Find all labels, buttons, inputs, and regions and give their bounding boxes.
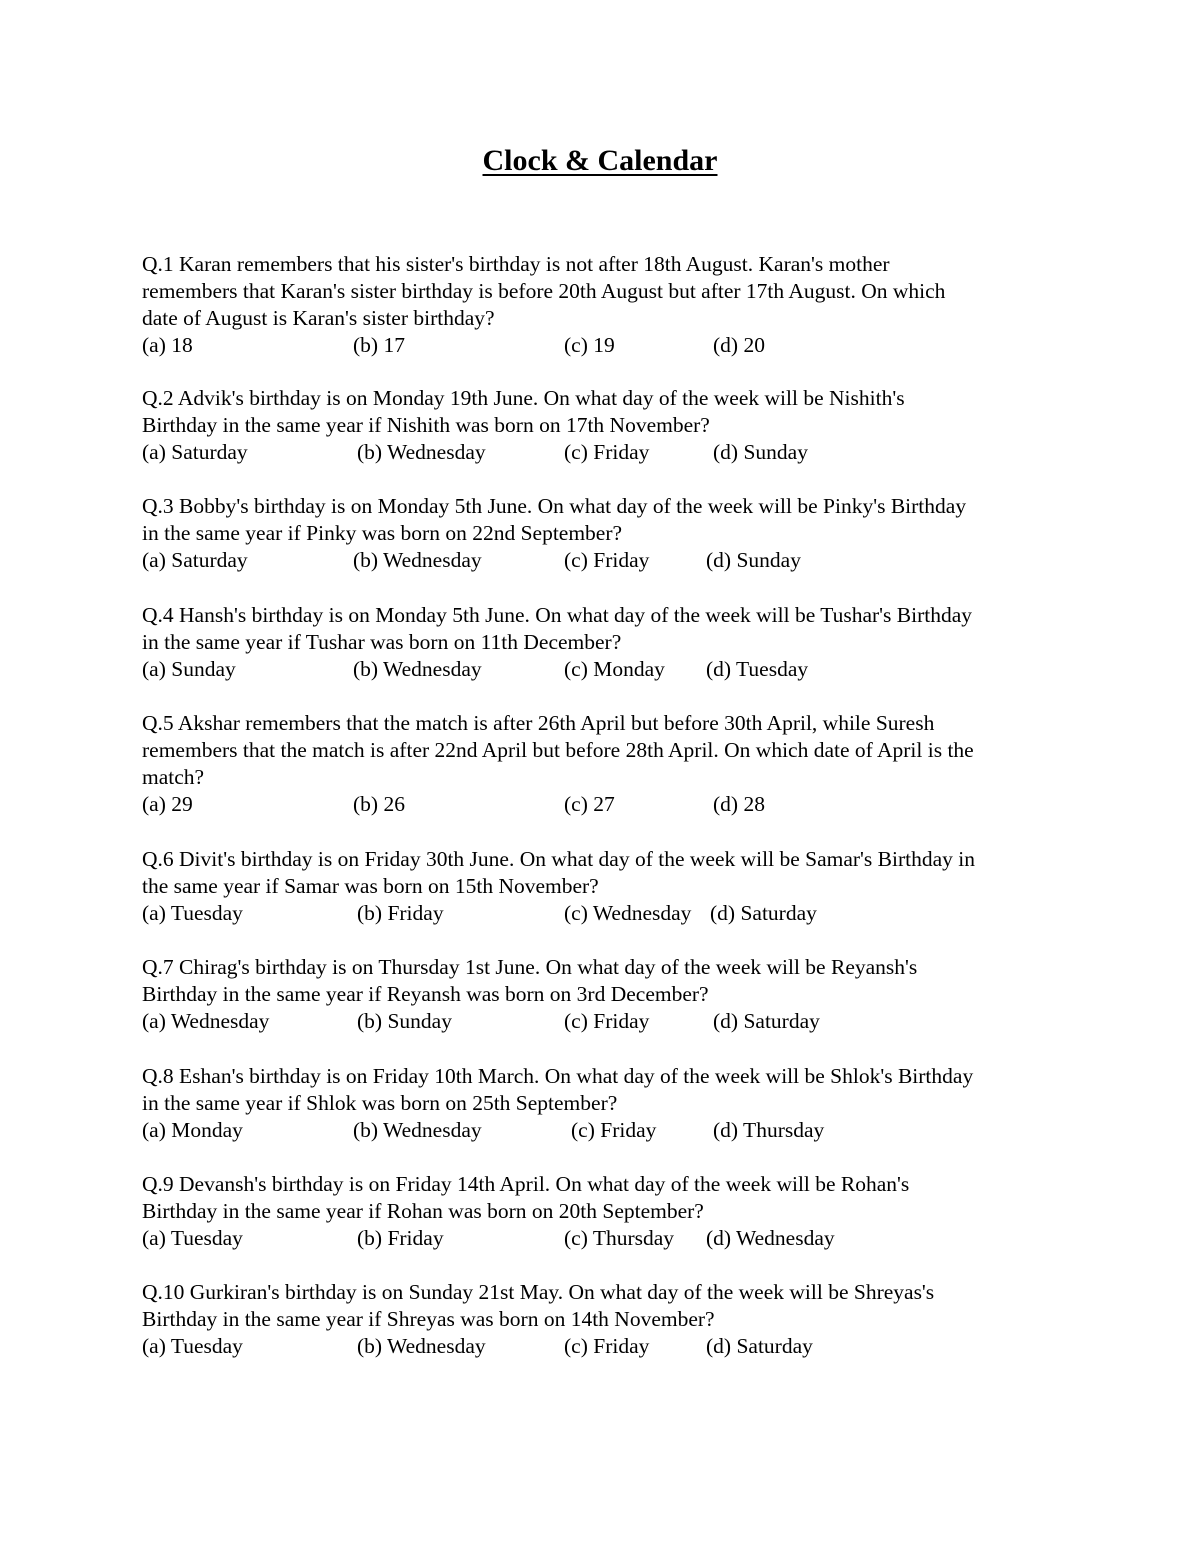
option-a: (a) Monday bbox=[142, 1118, 243, 1142]
question-8 bbox=[142, 1063, 1072, 1144]
option-a: (a) Tuesday bbox=[142, 901, 243, 925]
page-title bbox=[0, 141, 1200, 181]
option-a: (a) Sunday bbox=[142, 657, 236, 681]
option-c: (c) 27 bbox=[564, 792, 615, 816]
question-5 bbox=[142, 710, 1072, 818]
option-b: (b) 26 bbox=[353, 792, 405, 816]
question-text: Q.1 Karan remembers that his sister's birthday is not after 18th August. Karan's mother remembers that Karan's sister birthday is before 20th August but after 17th August. On which date of August is Karan's sister birthday? bbox=[142, 252, 946, 330]
option-b: (b) Wednesday bbox=[353, 1118, 482, 1142]
option-c: (c) Wednesday bbox=[564, 901, 692, 925]
option-b: (b) Sunday bbox=[357, 1009, 452, 1033]
question-7 bbox=[142, 954, 1072, 1035]
options-row bbox=[142, 1008, 1072, 1035]
question-10 bbox=[142, 1279, 1072, 1360]
question-9 bbox=[142, 1171, 1072, 1252]
question-text: Q.6 Divit's birthday is on Friday 30th June. On what day of the week will be Samar's Birthday in the same year if Samar was born on 15th November? bbox=[142, 847, 975, 898]
option-d: (d) 28 bbox=[713, 792, 765, 816]
question-1 bbox=[142, 251, 1072, 359]
page-title-text: Clock & Calendar bbox=[482, 144, 718, 177]
question-text: Q.9 Devansh's birthday is on Friday 14th April. On what day of the week will be Rohan's Birthday in the same year if Rohan was born on 20th September? bbox=[142, 1172, 910, 1223]
options-row bbox=[142, 1117, 1072, 1144]
option-d: (d) Tuesday bbox=[706, 657, 809, 681]
option-c: (c) Thursday bbox=[564, 1226, 675, 1250]
question-6 bbox=[142, 846, 1072, 927]
option-c: (c) Friday bbox=[571, 1118, 657, 1142]
question-text: Q.8 Eshan's birthday is on Friday 10th March. On what day of the week will be Shlok's Birthday in the same year if Shlok was born on 25th September? bbox=[142, 1064, 974, 1115]
question-text: Q.7 Chirag's birthday is on Thursday 1st June. On what day of the week will be Reyansh's Birthday in the same year if Reyansh was born on 3rd December? bbox=[142, 955, 918, 1006]
option-b: (b) Wednesday bbox=[353, 548, 482, 572]
options-row bbox=[142, 1333, 1072, 1360]
option-d: (d) Wednesday bbox=[706, 1226, 835, 1250]
question-text: Q.4 Hansh's birthday is on Monday 5th June. On what day of the week will be Tushar's Birthday in the same year if Tushar was born on 11th December? bbox=[142, 603, 973, 654]
option-b: (b) Friday bbox=[357, 1226, 444, 1250]
option-a: (a) Saturday bbox=[142, 548, 248, 572]
option-c: (c) Friday bbox=[564, 548, 650, 572]
options-row bbox=[142, 439, 1072, 466]
options-row bbox=[142, 332, 1072, 359]
option-c: (c) Monday bbox=[564, 657, 665, 681]
option-b: (b) Friday bbox=[357, 901, 444, 925]
option-a: (a) 29 bbox=[142, 792, 193, 816]
option-d: (d) Sunday bbox=[706, 548, 801, 572]
option-c: (c) Friday bbox=[564, 1009, 650, 1033]
option-a: (a) 18 bbox=[142, 333, 193, 357]
option-a: (a) Tuesday bbox=[142, 1334, 243, 1358]
options-row bbox=[142, 656, 1072, 683]
option-d: (d) Saturday bbox=[713, 1009, 820, 1033]
options-row bbox=[142, 547, 1072, 574]
option-b: (b) 17 bbox=[353, 333, 405, 357]
option-d: (d) Thursday bbox=[713, 1118, 825, 1142]
option-d: (d) 20 bbox=[713, 333, 765, 357]
question-text: Q.2 Advik's birthday is on Monday 19th June. On what day of the week will be Nishith's Birthday in the same year if Nishith was born on 17th November? bbox=[142, 386, 905, 437]
question-text: Q.5 Akshar remembers that the match is after 26th April but before 30th April, while Suresh remembers that the match is after 22nd April but before 28th April. On which date of April is the match? bbox=[142, 711, 974, 789]
options-row bbox=[142, 791, 1072, 818]
option-a: (a) Wednesday bbox=[142, 1009, 270, 1033]
option-d: (d) Saturday bbox=[706, 1334, 813, 1358]
question-text: Q.3 Bobby's birthday is on Monday 5th June. On what day of the week will be Pinky's Birthday in the same year if Pinky was born on 22nd September? bbox=[142, 494, 967, 545]
option-b: (b) Wednesday bbox=[357, 1334, 486, 1358]
option-d: (d) Saturday bbox=[710, 901, 817, 925]
question-2 bbox=[142, 385, 1072, 466]
option-b: (b) Wednesday bbox=[357, 440, 486, 464]
option-a: (a) Tuesday bbox=[142, 1226, 243, 1250]
option-c: (c) Friday bbox=[564, 1334, 650, 1358]
question-4 bbox=[142, 602, 1072, 683]
options-row bbox=[142, 1225, 1072, 1252]
option-d: (d) Sunday bbox=[713, 440, 808, 464]
question-text: Q.10 Gurkiran's birthday is on Sunday 21st May. On what day of the week will be Shreyas's Birthday in the same year if Shreyas was born on 14th November? bbox=[142, 1280, 935, 1331]
option-c: (c) Friday bbox=[564, 440, 650, 464]
option-a: (a) Saturday bbox=[142, 440, 248, 464]
question-3 bbox=[142, 493, 1072, 574]
option-c: (c) 19 bbox=[564, 333, 615, 357]
options-row bbox=[142, 900, 1072, 927]
option-b: (b) Wednesday bbox=[353, 657, 482, 681]
